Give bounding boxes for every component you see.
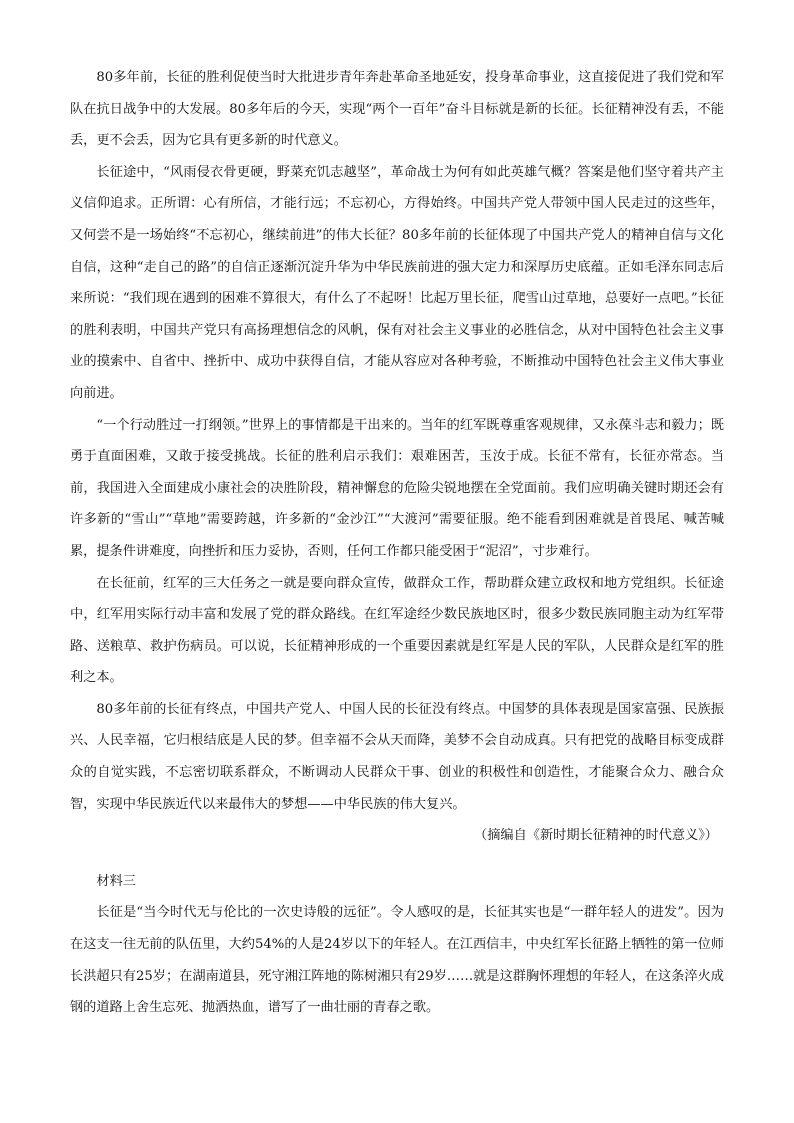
document-page	[70, 62, 724, 1024]
paragraph: 80多年前，长征的胜利促使当时大批进步青年奔赴革命圣地延安，投身革命事业，这直接促进了我们党和军队在抗日战争中的大发展。80多年后的今天，实现“两个一百年”奋斗目标就是新的长征。长征精神没有丢，不能丢，更不会丢，因为它具有更多新的时代意义。	[70, 70, 724, 149]
section-label: 材料三	[96, 873, 136, 889]
source-citation: （摘编自《新时期长征精神的时代意义》）	[474, 828, 718, 844]
paragraph: 长征是“当今时代无与伦比的一次史诗般的远征”。令人感叹的是，长征其实也是“一群年轻人的进发”。因为在这支一往无前的队伍里，大约54%的人是24岁以下的年轻人。在江西信丰，中央红军长征路上牺牲的第一位师长洪超只有25岁；在湖南道县，死守湘江阵地的陈树湘只有29岁……就是这群胸怀理想的年轻人，在这条淬火成钢的道路上舍生忘死、抛洒热血，谱写了一曲壮丽的青春之歌。	[70, 905, 724, 1016]
paragraph: 在长征前，红军的三大任务之一就是要向群众宣传，做群众工作，帮助群众建立政权和地方党组织。长征途中，红军用实际行动丰富和发展了党的群众路线。在红军途经少数民族地区时，很多少数民族同胞主动为红军带路、送粮草、救护伤病员。可以说，长征精神形成的一个重要因素就是红军是人民的军队，人民群众是红军的胜利之本。	[70, 575, 724, 686]
paragraph: 80多年前的长征有终点，中国共产党人、中国人民的长征没有终点。中国梦的具体表现是国家富强、民族振兴、人民幸福，它归根结底是人民的梦。但幸福不会从天而降，美梦不会自动成真。只有把党的战略目标变成群众的自觉实践，不忘密切联系群众，不断调动人民群众干事、创业的积极性和创造性，才能聚合众力、融合众智，实现中华民族近代以来最伟大的梦想——中华民族的伟大复兴。	[70, 701, 724, 812]
paragraph: “一个行动胜过一打纲领。”世界上的事情都是干出来的。当年的红军既尊重客观规律，又永葆斗志和毅力；既勇于直面困难，又敢于接受挑战。长征的胜利启示我们：艰难困苦，玉汝于成。长征不常有，长征亦常态。当前，我国进入全面建成小康社会的决胜阶段，精神懈怠的危险尖锐地摆在全党面前。我们应明确关键时期还会有许多新的“雪山”“草地”需要跨越，许多新的“金沙江”“大渡河”需要征服。绝不能看到困难就是首畏尾、喊苦喊累，提条件讲难度，向挫折和压力妥协，否则，任何工作都只能受困于“泥沼”，寸步难行。	[70, 417, 724, 559]
paragraph: 长征途中，“风雨侵衣骨更硬，野菜充饥志越坚”，革命战士为何有如此英雄气概？答案是他们坚守着共产主义信仰追求。正所谓：心有所信，才能行远；不忘初心，方得始终。中国共产党人带领中国人民走过的这些年，又何尝不是一场始终“不忘初心，继续前进”的伟大长征？80多年前的长征体现了中国共产党人的精神自信与文化自信，这种“走自己的路”的自信正逐渐沉淀升华为中华民族前进的强大定力和深厚历史底蕴。正如毛泽东同志后来所说：“我们现在遇到的困难不算很大，有什么了不起呀！比起万里长征，爬雪山过草地，总要好一点吧。”长征的胜利表明，中国共产党只有高扬理想信念的风帆，保有对社会主义事业的必胜信念，从对中国特色社会主义事业的摸索中、自省中、挫折中、成功中获得自信，才能从容应对各种考验，不断推动中国特色社会主义伟大事业向前进。	[70, 164, 724, 401]
